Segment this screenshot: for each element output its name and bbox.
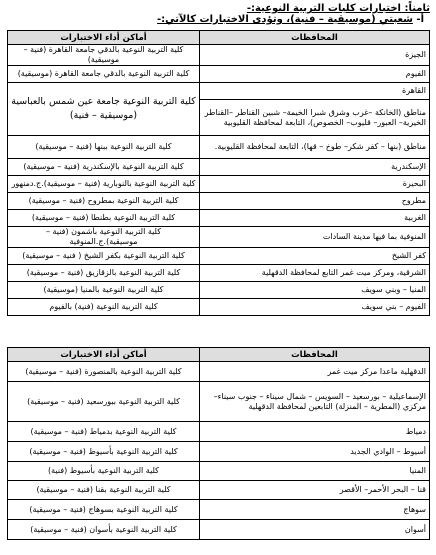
subsection-title: شعبتي (موسيقية – فنية)، وتؤدى الاختبارات كالآتي:- (157, 14, 413, 25)
location-cell: كلية التربية النوعية بأسوان (فنية – موسيقية) (8, 520, 200, 540)
table-header-row (8, 348, 430, 362)
governorate-cell: الإسكندرية (200, 159, 430, 176)
governorate-cell: مطروح (200, 193, 430, 210)
location-cell: كلية التربية النوعية بالإسكندرية (فنية – موسيقية) (8, 159, 200, 176)
governorate-cell: كفر الشيخ (200, 248, 430, 265)
governorate-cell: المنيا – وبني سويف (200, 282, 430, 299)
location-cell: كلية التربية النوعية بكفر الشيخ ( فنية – موسيقية) (8, 248, 200, 265)
governorate-cell: دمياط (200, 422, 430, 442)
table-row (8, 210, 430, 227)
location-cell: كلية التربية النوعية بالمنصورة (فنية – موسيقية) (8, 362, 200, 382)
table-row (8, 265, 430, 282)
table-row (8, 66, 430, 83)
table-row (8, 248, 430, 265)
table-row (8, 282, 430, 299)
table-row (8, 299, 430, 316)
location-cell: كلية التربية النوعية بالمنيا (موسيقية) (8, 282, 200, 299)
table-row (8, 136, 430, 159)
governorate-cell: المنيا (200, 462, 430, 481)
governorate-cell: أسيوط – الوادي الجديد (200, 442, 430, 462)
location-cell: كلية التربية النوعية بأشمون (فنية – موسيقية).ج.المنوفية (8, 227, 200, 248)
location-cell: كلية التربية النوعية بالدقي جامعة القاهرة (موسيقية) (8, 66, 200, 83)
governorate-cell: الغربية (200, 210, 430, 227)
location-cell: كلية التربية النوعية بالزقازيق (فنية – موسيقية) (8, 265, 200, 282)
governorate-cell: الفيوم – بني سويف (200, 299, 430, 316)
location-cell: كلية التربية النوعية ببنها (فنية – موسيقية) (8, 136, 200, 159)
governorate-cell: أسوان (200, 520, 430, 540)
exam-locations-table-1 (7, 30, 430, 316)
governorate-cell: مناطق (بنها – كفر شكر– طوخ – قها)، التابعة لمحافظة القليوبية. (200, 136, 430, 159)
table-row (8, 500, 430, 520)
governorate-cell: الجيزة (200, 45, 430, 66)
location-cell: كلية التربية النوعية جامعة عين شمس بالعباسية (موسيقية – فنية) (8, 83, 200, 136)
location-cell: كلية التربية النوعية بطنطا (فنية – موسيقية) (8, 210, 200, 227)
governorate-cell: مناطق (الخانكة –غرب وشرق شبرا الخيمة– شبين القناطر –القناطر الخيرية– العبور– قليوب– الخصوص)، التابعة لمحافظة القليوبية (200, 100, 430, 136)
governorate-cell: سوهاج (200, 500, 430, 520)
table-row (8, 382, 430, 422)
table-row (8, 481, 430, 500)
table-row (8, 227, 430, 248)
governorate-cell: البحيرة (200, 176, 430, 193)
location-cell: كلية التربية النوعية بقنا (فنية – موسيقية) (8, 481, 200, 500)
table-row (8, 462, 430, 481)
location-cell: كلية التربية النوعية بالنوبارية (فنية – موسيقية).ج.دمنهور (8, 176, 200, 193)
location-cell: كلية التربية النوعية بمطروح (فنية – موسيقية) (8, 193, 200, 210)
table-row (8, 422, 430, 442)
location-cell: كلية التربية النوعية ببورسعيد (فنية – موسيقية) (8, 382, 200, 422)
table-row (8, 442, 430, 462)
governorate-cell: القاهرة (200, 83, 430, 100)
location-cell: كلية التربية النوعية (فنية) بالفيوم (8, 299, 200, 316)
subsection-heading (157, 14, 424, 26)
location-cell: كلية التربية النوعية بأسيوط (فنية) (8, 462, 200, 481)
governorate-cell: الإسماعيلية – بورسعيد – السويس – شمال سيناء – جنوب سيناء– مركزي (المطرية – المنزلة) التابعين لمحافظة الدقهلية (200, 382, 430, 422)
governorate-cell: الفيوم (200, 66, 430, 83)
subsection-prefix: أ- (416, 14, 424, 25)
header-governorates: المحافظات (200, 31, 430, 45)
exam-locations-table-2 (7, 347, 430, 540)
location-cell: كلية التربية النوعية بدمياط (فنية – موسيقية) (8, 422, 200, 442)
governorate-cell: الشرقية، ومركز ميت غمر التابع لمحافظة الدقهلية (200, 265, 430, 282)
table-row (8, 176, 430, 193)
governorate-cell: المنوفية بما فيها مدينة السادات (200, 227, 430, 248)
governorate-cell: قنا – البحر الأحمر– الأقصر (200, 481, 430, 500)
table-row (8, 520, 430, 540)
section-title: ثامناً: اختبارات كليات التربية النوعية:- (246, 3, 430, 14)
table-row (8, 45, 430, 66)
location-cell: كلية التربية النوعية بأسيوط (فنية – موسيقية) (8, 442, 200, 462)
table-row (8, 362, 430, 382)
header-places: أماكن أداء الاختبارات (8, 31, 200, 45)
table-row (8, 159, 430, 176)
header-places: أماكن أداء الاختبارات (8, 348, 200, 362)
location-cell: كلية التربية النوعية بسوهاج (فنية – موسيقية) (8, 500, 200, 520)
governorate-cell: الدقهلية ماعدا مركز ميت غمر (200, 362, 430, 382)
table-header-row (8, 31, 430, 45)
header-governorates: المحافظات (200, 348, 430, 362)
table-row (8, 83, 430, 100)
location-cell: كلية التربية النوعية بالدقي جامعة القاهرة (فنية – موسيقية) (8, 45, 200, 66)
table-row (8, 193, 430, 210)
